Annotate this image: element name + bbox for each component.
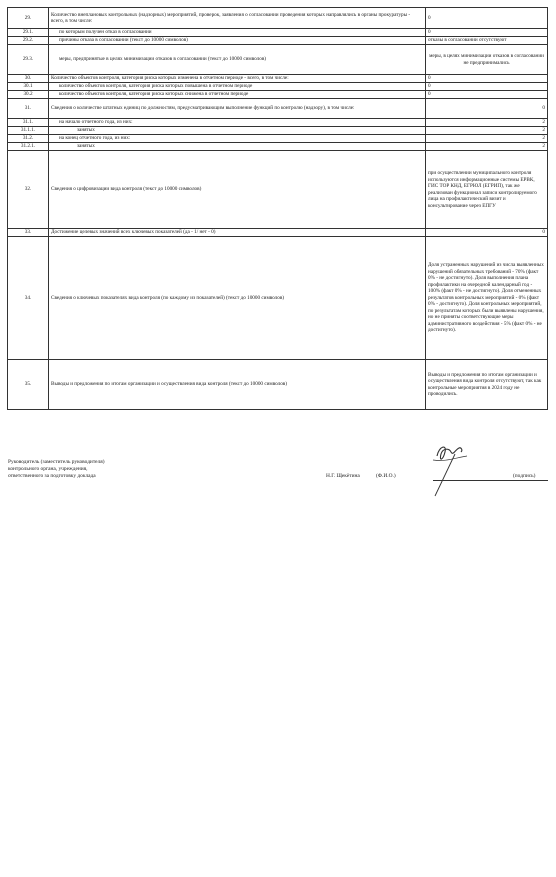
row-value: при осуществлении муниципального контроля используются информационные системы ЕРВК, ГИС ТОР КНД, ЕГРЮЛ (ЕГРИП), так же реализован функционал записи контролируемого лица на профилактический визит и консультирование через ЕПГУ (426, 151, 548, 229)
handwritten-signature (425, 438, 485, 498)
row-number: 31.2. (8, 135, 49, 143)
row-text: Выводы и предложения по итогам организации и осуществления вида контроля (текст до 10000 символов) (49, 360, 426, 410)
row-value: 2 (426, 127, 548, 135)
table-row (8, 45, 548, 75)
row-text: Сведения о ключевых показателях вида контроля (по каждому из показателей) (текст до 10000 символов) (49, 237, 426, 360)
table-row (8, 29, 548, 37)
row-value: 2 (426, 135, 548, 143)
row-number: 31.1.1. (8, 127, 49, 135)
row-text: количество объектов контроля, категория риска которых снижена в отчетном периоде (49, 91, 426, 99)
row-value: меры, в целях минимизации отказов в согласовании не предпринимались (426, 45, 548, 75)
row-text: Достижение целевых значений всех ключевых показателей (да - 1/ нет - 0) (49, 229, 426, 237)
row-number: 29. (8, 8, 49, 29)
table-row (8, 229, 548, 237)
table-row (8, 135, 548, 143)
table-row (8, 127, 548, 135)
row-text: по которым получен отказ в согласовании (49, 29, 426, 37)
row-text: причины отказа в согласовании (текст до 10000 символов) (49, 37, 426, 45)
table-row (8, 99, 548, 119)
row-value: 0 (426, 83, 548, 91)
table-row (8, 8, 548, 29)
row-number: 29.1. (8, 29, 49, 37)
row-number: 29.2. (8, 37, 49, 45)
table-row (8, 119, 548, 127)
signatory-role-line2: контрольного органа, учреждения, (8, 466, 88, 472)
fio-label: (Ф.И.О.) (376, 473, 396, 479)
row-value: 2 (426, 143, 548, 151)
row-number: 30.1 (8, 83, 49, 91)
row-number: 30.2 (8, 91, 49, 99)
table-row (8, 360, 548, 410)
row-value: Выводы и предложения по итогам организации и осуществления вида контроля отсутствуют, так как контрольные мероприятия в 2024 году не проводились. (426, 360, 548, 410)
table-row (8, 83, 548, 91)
row-value: 0 (426, 8, 548, 29)
row-value: Доля устраненных нарушений из числа выявленных нарушений обязательных требований - 70% (факт 0% - не достигнуто). Доля выполнения плана профилактики на очередной календарный год - 100% (факт 0% - не достигнуто). Доля отмененных результатов контрольных мероприятий - 0% (факт 0% - достигнуто). Доля контрольных мероприятий, по результатам которых были выявлены нарушения, но не приняты соответствующие меры административного воздействия - 5% (факт 0% - не достигнуто). (426, 237, 548, 360)
row-number: 31. (8, 99, 49, 119)
row-value: 2 (426, 119, 548, 127)
row-number: 35. (8, 360, 49, 410)
table-row (8, 143, 548, 151)
row-text: Сведения о количестве штатных единиц по должностям, предусматривающим выполнение функций по контролю (надзору), в том числе: (49, 99, 426, 119)
signatory-name: Н.Г. Щекётина (326, 473, 360, 479)
row-text: Количество внеплановых контрольных (надзорных) мероприятий, проверок, заявления о согласовании проведения которых направлялись в органы прокуратуры - всего, в том числе: (49, 8, 426, 29)
row-number: 29.3. (8, 45, 49, 75)
row-text: занятых (49, 143, 426, 151)
signatory-role-line3: ответственного за подготовку доклада (8, 473, 96, 479)
row-value: 0 (426, 91, 548, 99)
row-text: Количество объектов контроля, категория риска которых изменена в отчетном периоде - всего, в том числе: (49, 75, 426, 83)
row-text: занятых (49, 127, 426, 135)
row-text: на начало отчетного года, из них: (49, 119, 426, 127)
row-value: 0 (426, 29, 548, 37)
table-row (8, 75, 548, 83)
table-row (8, 91, 548, 99)
row-text: Сведения о цифровизации вида контроля (текст до 10000 символов) (49, 151, 426, 229)
row-value: 0 (426, 99, 548, 119)
row-number: 34. (8, 237, 49, 360)
signature-label: (подпись) (513, 473, 536, 479)
table-row (8, 237, 548, 360)
row-number: 31.1. (8, 119, 49, 127)
row-text: на конец отчетного года, из них: (49, 135, 426, 143)
table-row (8, 151, 548, 229)
row-number: 30. (8, 75, 49, 83)
row-value: 0 (426, 75, 548, 83)
row-value: 0 (426, 229, 548, 237)
row-value: отказы в согласовании отсутствуют (426, 37, 548, 45)
signatory-role-line1: Руководитель (заместитель руководителя) (8, 459, 105, 465)
row-text: меры, предпринятые в целях минимизации отказов в согласовании (текст до 10000 символов) (49, 45, 426, 75)
row-number: 31.2.1. (8, 143, 49, 151)
row-text: количество объектов контроля, категория риска которых повышена в отчетном периоде (49, 83, 426, 91)
row-number: 32. (8, 151, 49, 229)
table-row (8, 37, 548, 45)
report-table (7, 7, 548, 410)
row-number: 33. (8, 229, 49, 237)
